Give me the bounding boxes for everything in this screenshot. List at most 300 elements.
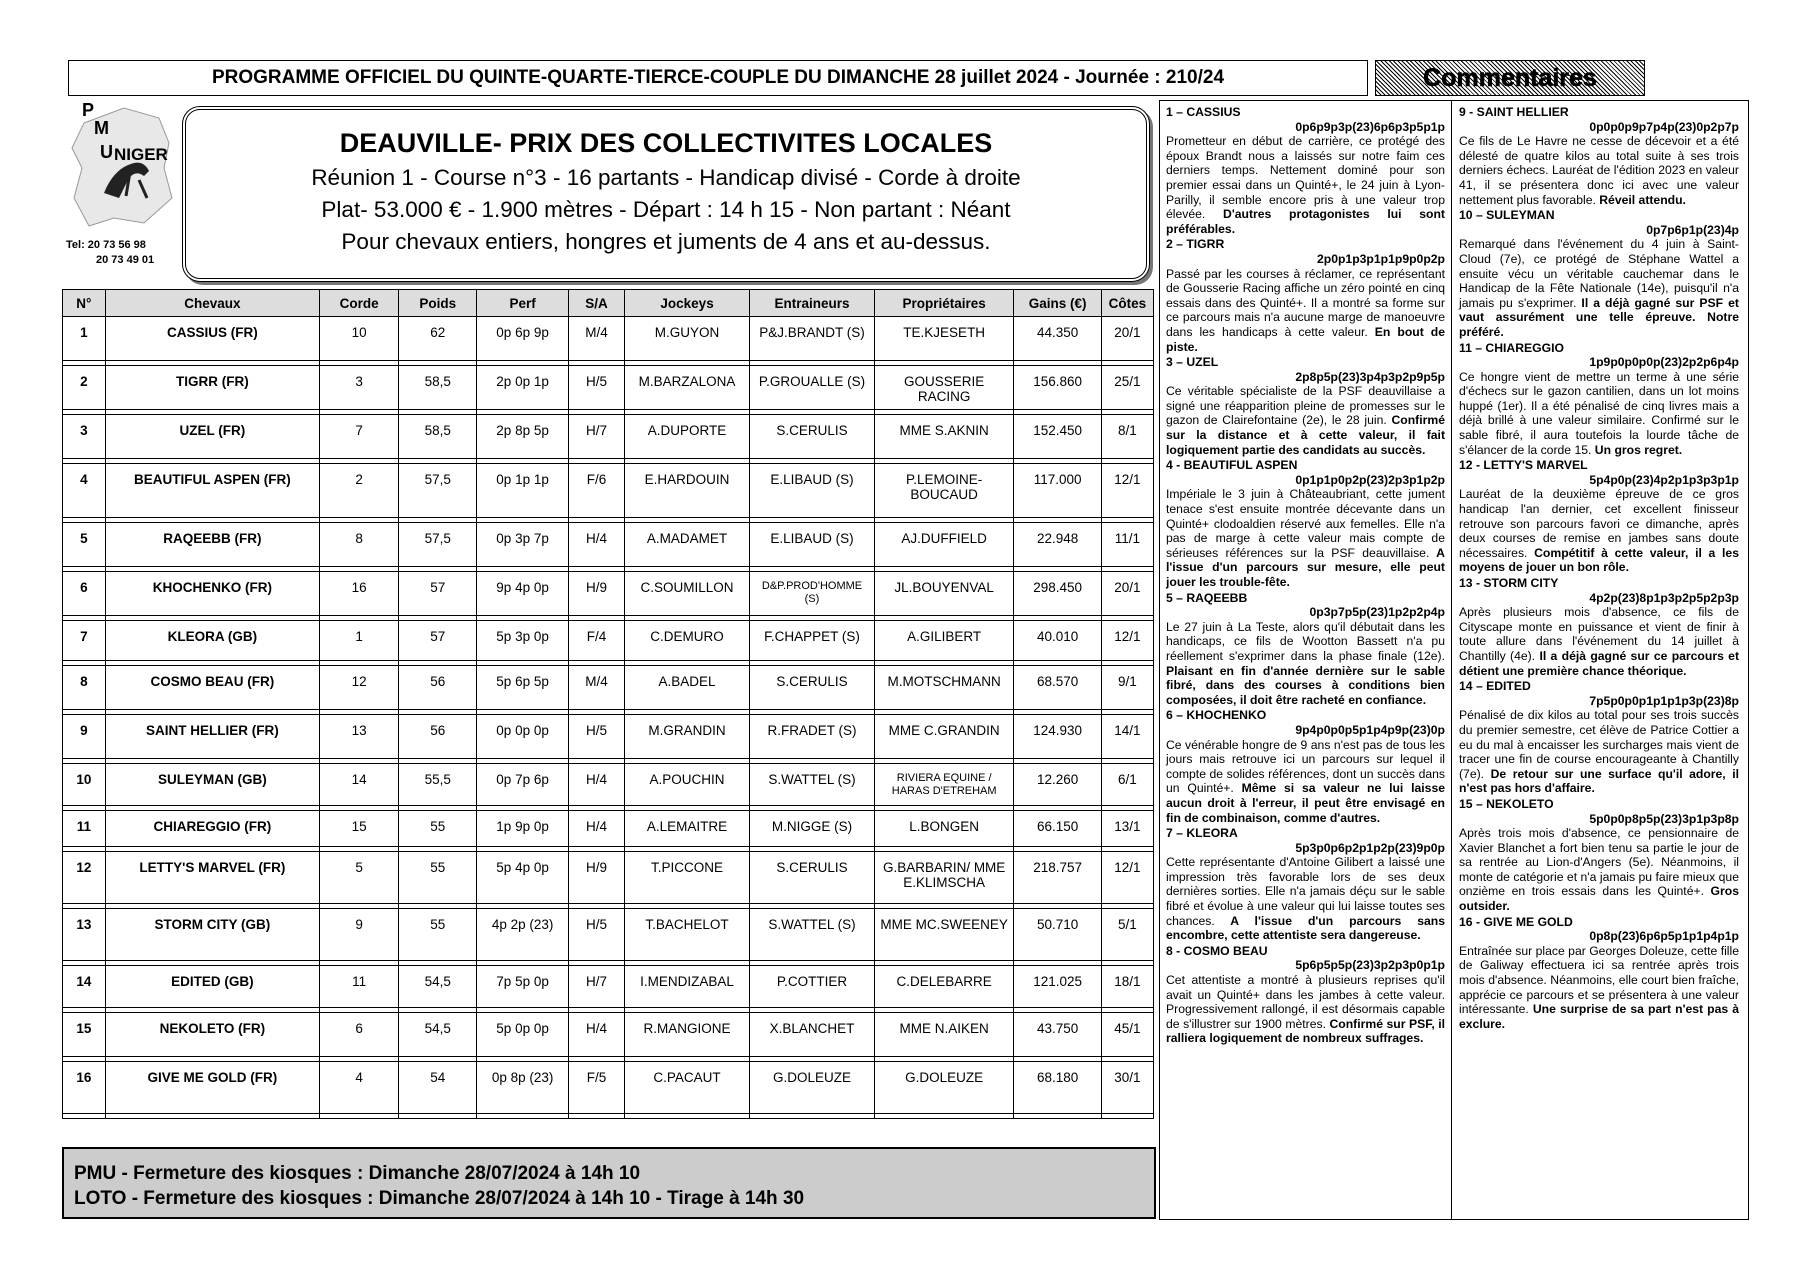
cell-horse: CHIAREGGIO (FR) [105, 811, 319, 847]
comment-item [1459, 208, 1739, 339]
cell-sa: H/7 [568, 415, 624, 459]
cell-sa: H/5 [568, 909, 624, 961]
comment-body: Remarqué dans l'événement du 4 juin à Saint-Cloud (7e), ce protégé de Stéphane Wattel a ensuite vécu un véritable cauchemar dans le Handicap de la Fête Nationale (14e), puisqu'il n'a jamais pu s'exprimer. [1459, 237, 1739, 310]
cell-cote: 13/1 [1101, 811, 1153, 847]
comment-item [1166, 237, 1445, 354]
cell-proprietaire: M.MOTSCHMANN [874, 666, 1013, 710]
cell-proprietaire: RIVIERA EQUINE / HARAS D'ETREHAM [874, 764, 1013, 806]
comment-body: Après trois mois d'absence, ce pensionnaire de Xavier Blanchet a fort bien tenu sa partie le jour de sa rentrée au Lion-d'Angers (5e). Néanmoins, il monte de catégorie et n'a jamais pu faire mieux que onzième en trois essais dans les Quinté+. [1459, 826, 1739, 899]
cell-horse: RAQEEBB (FR) [105, 523, 319, 567]
cell-gains: 218.757 [1014, 852, 1101, 904]
table-body [63, 317, 1154, 1119]
cell-sa: H/5 [568, 366, 624, 410]
cell-sa: H/4 [568, 764, 624, 806]
comment-body: Ce hongre vient de mettre un terme à une série d'échecs sur le gazon cantilien, dans un lot moins huppé (1er). Il a été pénalisé de cinq livres mais a déjà brillé à une valeur similaire. Confirmé sur le sable fibré, il aura toutefois la lourde tâche de s'élancer de la corde 15. [1459, 369, 1739, 457]
cell-perf: 1p 9p 0p [477, 811, 569, 847]
cell-cote: 12/1 [1101, 621, 1153, 661]
program-title: PROGRAMME OFFICIEL DU QUINTE-QUARTE-TIERCE-COUPLE DU DIMANCHE 28 juillet 2024 - Journée : 210/24 [68, 60, 1368, 96]
comment-item [1166, 105, 1445, 236]
cell-num: 7 [63, 621, 106, 661]
cell-corde: 11 [320, 966, 399, 1008]
cell-perf: 0p 3p 7p [477, 523, 569, 567]
comment-verdict: Confirmé sur la distance et à cette valeur, il fait logiquement partie des candidats au succès. [1166, 413, 1445, 457]
comment-form-string: 1p9p0p0p0p(23)2p2p6p4p [1589, 355, 1739, 370]
cell-gains: 12.260 [1014, 764, 1101, 806]
comment-item [1166, 826, 1445, 943]
cell-sa: H/9 [568, 852, 624, 904]
cell-gains: 68.180 [1014, 1062, 1101, 1114]
comment-horse-name: 12 - LETTY'S MARVEL [1459, 458, 1588, 473]
cell-gains: 117.000 [1014, 464, 1101, 518]
cell-jockey: A.MADAMET [625, 523, 750, 567]
cell-entraineur: E.LIBAUD (S) [750, 464, 875, 518]
comment-verdict: Même si sa valeur ne lui laisse aucun droit à l'erreur, il peut être envisagé en fin de combinaison, comme d'autres. [1166, 781, 1446, 825]
comment-verdict: Il a déjà gagné sur PSF et vaut assurément une telle épreuve. Notre préféré. [1459, 295, 1739, 339]
comment-verdict: Il a déjà gagné sur ce parcours et détient une première chance théorique. [1459, 648, 1739, 678]
cell-entraineur: P&J.BRANDT (S) [750, 317, 875, 361]
table-row [63, 811, 1154, 847]
table-row [63, 966, 1154, 1008]
cell-poids: 57,5 [399, 523, 477, 567]
cell-perf: 0p 1p 1p [477, 464, 569, 518]
cell-cote: 12/1 [1101, 852, 1153, 904]
cell-gains: 298.450 [1014, 572, 1101, 616]
race-title: DEAUVILLE- PRIX DES COLLECTIVITES LOCALES [339, 128, 993, 158]
race-line-3: Pour chevaux entiers, hongres et juments de 4 ans et au-dessus. [341, 229, 991, 254]
comment-body: Cette représentante d'Antoine Gilibert a laissé une impression très favorable lors de ses deux dernières sorties. Elle n'a jamais déçu sur le sable fibré et évolue à une valeur qui lui laisse toutes ses chances. [1166, 855, 1445, 928]
comment-form-string: 2p8p5p(23)3p4p3p2p9p5p [1295, 369, 1445, 384]
cell-num: 16 [63, 1062, 106, 1114]
logo-u: U [100, 142, 113, 162]
runners-table [62, 289, 1154, 1119]
footer-loto: LOTO - Fermeture des kiosques : Dimanche 28/07/2024 à 14h 10 - Tirage à 14h 30 [74, 1188, 805, 1209]
comment-horse-name: 13 - STORM CITY [1459, 576, 1559, 590]
comment-horse-name: 11 – CHIAREGGIO [1459, 340, 1564, 355]
comment-item [1166, 355, 1445, 457]
comment-text [1459, 944, 1739, 1032]
cell-horse: SULEYMAN (GB) [105, 764, 319, 806]
race-info-box [182, 106, 1150, 282]
comment-body: Ce véritable spécialiste de la PSF deauvillaise a signé une réapparition pleine de promesses sur le gazon de Clairefontaine (2e), le 28 juin. [1166, 384, 1445, 428]
cell-entraineur: P.COTTIER [750, 966, 875, 1008]
separator-cell [320, 1114, 399, 1119]
cell-poids: 55 [399, 852, 477, 904]
cell-horse: STORM CITY (GB) [105, 909, 319, 961]
cell-jockey: R.MANGIONE [625, 1013, 750, 1057]
comment-verdict: Gros outsider. [1459, 884, 1739, 914]
comment-verdict: D'autres protagonistes lui sont préférables. [1166, 207, 1445, 236]
comment-form-string: 5p4p0p(23)4p2p1p3p3p1p [1589, 472, 1739, 487]
comment-form-string: 5p6p5p5p(23)3p2p3p0p1p [1295, 958, 1445, 973]
cell-perf: 9p 4p 0p [477, 572, 569, 616]
cell-horse: LETTY'S MARVEL (FR) [105, 852, 319, 904]
separator-cell [1101, 1114, 1153, 1119]
cell-sa: F/4 [568, 621, 624, 661]
cell-sa: M/4 [568, 666, 624, 710]
comment-text [1166, 384, 1445, 457]
cell-jockey: C.SOUMILLON [625, 572, 750, 616]
comment-form-string: 0p0p0p9p7p4p(23)0p2p7p [1589, 119, 1739, 134]
cell-num: 4 [63, 464, 106, 518]
cell-num: 2 [63, 366, 106, 410]
cell-gains: 121.025 [1014, 966, 1101, 1008]
cell-corde: 6 [320, 1013, 399, 1057]
cell-entraineur: F.CHAPPET (S) [750, 621, 875, 661]
comment-text [1166, 738, 1445, 826]
cell-num: 5 [63, 523, 106, 567]
cell-corde: 13 [320, 715, 399, 759]
logo-m: M [94, 118, 109, 138]
cell-horse: COSMO BEAU (FR) [105, 666, 319, 710]
cell-num: 11 [63, 811, 106, 847]
cell-poids: 56 [399, 715, 477, 759]
comment-form-string: 9p4p0p0p5p1p4p9p(23)0p [1295, 722, 1445, 737]
cell-sa: H/7 [568, 966, 624, 1008]
comment-body: Ce fils de Le Havre ne cesse de décevoir et a été délesté de quatre kilos au total suite à ses trois derniers échecs. Lauréat de l'édition 2023 en valeur 41, il se présentera donc ici avec une valeur nettement plus favorable. [1459, 134, 1739, 207]
cell-proprietaire: G.DOLEUZE [874, 1062, 1013, 1114]
cell-perf: 5p 4p 0p [477, 852, 569, 904]
comment-body: Pénalisé de dix kilos au total pour ses trois succès du premier semestre, cet élève de Patrice Cottier a eu du mal à encaisser les surcharges mais vient de tracer une fin de course encourageante à Chantilly (7e). [1459, 708, 1739, 781]
cell-proprietaire: GOUSSERIE RACING [874, 366, 1013, 410]
table-header-row [63, 290, 1154, 317]
cell-jockey: A.LEMAITRE [625, 811, 750, 847]
cell-poids: 58,5 [399, 366, 477, 410]
separator-cell [1014, 1114, 1101, 1119]
footer-pmu: PMU - Fermeture des kiosques : Dimanche 28/07/2024 à 14h 10 [74, 1163, 641, 1184]
comment-text [1459, 708, 1739, 796]
cell-proprietaire: MME N.AIKEN [874, 1013, 1013, 1057]
cell-entraineur: X.BLANCHET [750, 1013, 875, 1057]
cell-num: 8 [63, 666, 106, 710]
cell-num: 13 [63, 909, 106, 961]
cell-perf: 4p 2p (23) [477, 909, 569, 961]
cell-proprietaire: C.DELEBARRE [874, 966, 1013, 1008]
cell-sa: F/5 [568, 1062, 624, 1114]
cell-sa: F/6 [568, 464, 624, 518]
comment-body: Impériale le 3 juin à Châteaubriant, cette jument tenace s'est ensuite montrée décevante dans un Quinté+ clodoaldien réservé aux femelles. Elle n'a pas de marge à cette valeur mais compte de sérieuses références sur la PSF deauvillaise. [1166, 487, 1445, 560]
comment-verdict: Un gros regret. [1591, 442, 1683, 457]
comment-text [1459, 826, 1739, 914]
cell-horse: SAINT HELLIER (FR) [105, 715, 319, 759]
cell-poids: 58,5 [399, 415, 477, 459]
cell-poids: 55,5 [399, 764, 477, 806]
cell-jockey: C.DEMURO [625, 621, 750, 661]
col-header-num: N° [63, 290, 106, 317]
logo-niger: NIGER [114, 145, 168, 164]
comment-form-string: 0p8p(23)6p6p5p1p1p4p1p [1589, 929, 1739, 944]
comment-body: Lauréat de la deuxième épreuve de ce gros handicap l'an dernier, cet excellent finisseur retrouve son parcours favori ce dimanche, après deux courses de remise en jambes sans doute nécessaires. [1459, 487, 1739, 560]
comment-verdict: Compétitif à cette valeur, il a les moyens de jouer un bon rôle. [1459, 545, 1739, 575]
cell-perf: 0p 0p 0p [477, 715, 569, 759]
cell-jockey: T.PICCONE [625, 852, 750, 904]
cell-num: 3 [63, 415, 106, 459]
comment-form-string: 0p6p9p3p(23)6p6p3p5p1p [1295, 119, 1445, 134]
comment-text [1166, 267, 1445, 355]
comments-column-2 [1453, 101, 1745, 1219]
col-header-perf: Perf [477, 290, 569, 317]
comment-body: Cet attentiste a montré à plusieurs reprises qu'il avait un Quinté+ dans les jambes à cette valeur. Progressivement rallongé, il est désormais capable de s'illustrer sur 1900 mètres. [1166, 973, 1445, 1031]
col-header-sa: S/A [568, 290, 624, 317]
cell-sa: H/4 [568, 811, 624, 847]
cell-entraineur: S.WATTEL (S) [750, 764, 875, 806]
cell-sa: M/4 [568, 317, 624, 361]
col-header-entraineurs: Entraineurs [750, 290, 875, 317]
cell-gains: 152.450 [1014, 415, 1101, 459]
separator-cell [477, 1114, 569, 1119]
cell-sa: H/9 [568, 572, 624, 616]
cell-entraineur: S.CERULIS [750, 852, 875, 904]
comment-verdict: A l'issue d'un parcours sur mesure, elle peut jouer les trouble-fête. [1166, 545, 1445, 589]
comment-verdict: Confirmé sur PSF, il ralliera logiquement de nombreux suffrages. [1166, 1016, 1445, 1046]
cell-proprietaire: AJ.DUFFIELD [874, 523, 1013, 567]
cell-jockey: E.HARDOUIN [625, 464, 750, 518]
cell-poids: 54,5 [399, 966, 477, 1008]
cell-entraineur: R.FRADET (S) [750, 715, 875, 759]
col-header-chevaux: Chevaux [105, 290, 319, 317]
comment-item [1459, 679, 1739, 796]
comment-horse-name: 14 – EDITED [1459, 679, 1531, 694]
closing-times-footer [62, 1147, 1156, 1219]
cell-gains: 22.948 [1014, 523, 1101, 567]
separator-cell [105, 1114, 319, 1119]
cell-gains: 156.860 [1014, 366, 1101, 410]
cell-corde: 7 [320, 415, 399, 459]
comment-text [1166, 487, 1445, 589]
cell-cote: 18/1 [1101, 966, 1153, 1008]
cell-cote: 8/1 [1101, 415, 1153, 459]
cell-cote: 20/1 [1101, 572, 1153, 616]
cell-horse: BEAUTIFUL ASPEN (FR) [105, 464, 319, 518]
cell-cote: 11/1 [1101, 523, 1153, 567]
cell-proprietaire: L.BONGEN [874, 811, 1013, 847]
table-row [63, 415, 1154, 459]
comment-body: Entraînée sur place par Georges Doleuze, cette fille de Galiway effectuera ici sa rentrée après trois mois d'absence. Néanmoins, elle court bien fraîche, apprécie ce parcours et se présentera à une valeur intéressante. [1459, 943, 1739, 1017]
cell-horse: NEKOLETO (FR) [105, 1013, 319, 1057]
cell-gains: 44.350 [1014, 317, 1101, 361]
cell-perf: 0p 8p (23) [477, 1062, 569, 1114]
pmu-niger-logo [64, 98, 176, 238]
cell-proprietaire: MME S.AKNIN [874, 415, 1013, 459]
cell-sa: H/4 [568, 1013, 624, 1057]
comment-item [1166, 944, 1445, 1046]
comment-horse-name: 7 – KLEORA [1166, 826, 1238, 841]
cell-jockey: M.GRANDIN [625, 715, 750, 759]
cell-entraineur: S.CERULIS [750, 415, 875, 459]
logo-p: P [82, 100, 95, 120]
cell-proprietaire: G.BARBARIN/ MME E.KLIMSCHA [874, 852, 1013, 904]
comment-horse-name: 4 - BEAUTIFUL ASPEN [1166, 458, 1298, 473]
tel-line-1: Tel: 20 73 56 98 [66, 239, 146, 251]
race-line-1: Réunion 1 - Course n°3 - 16 partants - Handicap divisé - Corde à droite [311, 165, 1021, 190]
telephone-block [66, 238, 176, 268]
separator-cell [63, 1114, 106, 1119]
table-row [63, 1062, 1154, 1114]
comment-form-string: 0p3p7p5p(23)1p2p2p4p [1309, 605, 1445, 620]
cell-entraineur: M.NIGGE (S) [750, 811, 875, 847]
comment-horse-name: 8 - COSMO BEAU [1166, 943, 1268, 958]
comment-form-string: 4p2p(23)8p1p3p2p5p2p3p [1589, 590, 1739, 605]
comment-text [1166, 855, 1445, 943]
comment-form-string: 7p5p0p0p1p1p1p3p(23)8p [1589, 693, 1739, 708]
comments-header-label: Commentaires [1423, 63, 1597, 92]
comment-form-string: 5p3p0p6p2p1p2p(23)9p0p [1295, 840, 1445, 855]
cell-horse: KLEORA (GB) [105, 621, 319, 661]
col-header-poids: Poids [399, 290, 477, 317]
cell-entraineur: G.DOLEUZE [750, 1062, 875, 1114]
comment-item [1166, 591, 1445, 708]
cell-num: 1 [63, 317, 106, 361]
cell-corde: 2 [320, 464, 399, 518]
cell-entraineur: D&P.PROD'HOMME (S) [750, 572, 875, 616]
comment-form-string: 5p0p0p8p5p(23)3p1p3p8p [1589, 811, 1739, 826]
cell-perf: 5p 6p 5p [477, 666, 569, 710]
table-row [63, 464, 1154, 518]
comment-item [1459, 915, 1739, 1032]
cell-cote: 20/1 [1101, 317, 1153, 361]
cell-poids: 57 [399, 572, 477, 616]
cell-horse: EDITED (GB) [105, 966, 319, 1008]
tel-line-2: 20 73 49 01 [96, 254, 155, 266]
comments-column-1 [1160, 101, 1452, 1219]
row-separator [63, 1114, 1154, 1119]
comment-verdict: Réveil attendu. [1595, 192, 1686, 207]
comment-text [1459, 370, 1739, 458]
cell-gains: 43.750 [1014, 1013, 1101, 1057]
comment-text [1459, 487, 1739, 575]
cell-cote: 14/1 [1101, 715, 1153, 759]
comment-form-string: 0p7p6p1p(23)4p [1646, 222, 1739, 237]
cell-jockey: A.DUPORTE [625, 415, 750, 459]
cell-corde: 8 [320, 523, 399, 567]
comment-text [1166, 973, 1445, 1046]
cell-entraineur: S.WATTEL (S) [750, 909, 875, 961]
cell-cote: 12/1 [1101, 464, 1153, 518]
cell-corde: 9 [320, 909, 399, 961]
separator-cell [874, 1114, 1013, 1119]
cell-perf: 2p 8p 5p [477, 415, 569, 459]
cell-proprietaire: TE.KJESETH [874, 317, 1013, 361]
cell-num: 6 [63, 572, 106, 616]
cell-perf: 0p 6p 9p [477, 317, 569, 361]
cell-jockey: A.BADEL [625, 666, 750, 710]
cell-corde: 15 [320, 811, 399, 847]
cell-jockey: M.GUYON [625, 317, 750, 361]
cell-cote: 30/1 [1101, 1062, 1153, 1114]
cell-poids: 57,5 [399, 464, 477, 518]
comment-body: Passé par les courses à réclamer, ce représentant de Gousserie Racing affiche un zéro pointé en cinq essais dans des Quinté+. Il a montré sa forme sur ce parcours mais n'a aucune marge de manoeuvre dans les handicaps à cette valeur. [1166, 266, 1445, 339]
separator-cell [625, 1114, 750, 1119]
table-row [63, 523, 1154, 567]
cell-num: 12 [63, 852, 106, 904]
cell-jockey: T.BACHELOT [625, 909, 750, 961]
separator-cell [750, 1114, 875, 1119]
cell-poids: 54 [399, 1062, 477, 1114]
comment-verdict: Plaisant en fin d'année dernière sur le sable fibré, dans des courses à conditions bien composées, il doit être racheté en confiance. [1166, 663, 1445, 707]
cell-cote: 25/1 [1101, 366, 1153, 410]
cell-entraineur: S.CERULIS [750, 666, 875, 710]
cell-corde: 14 [320, 764, 399, 806]
comment-body: Ce vénérable hongre de 9 ans n'est pas de tous les jours mais retrouve ici un parcours sur lequel il compte de solides références, dont un succès dans un Quinté+. [1166, 737, 1445, 796]
comment-text [1459, 237, 1739, 339]
comment-body: Le 27 juin à La Teste, alors qu'il débutait dans les handicaps, ce fils de Wootton Bassett n'a pu réellement s'exprimer dans la phase finale (12e). [1166, 619, 1445, 663]
comment-item [1459, 341, 1739, 458]
cell-gains: 40.010 [1014, 621, 1101, 661]
comment-item [1166, 708, 1445, 825]
table-row [63, 764, 1154, 806]
cell-corde: 5 [320, 852, 399, 904]
cell-perf: 0p 7p 6p [477, 764, 569, 806]
table-row [63, 317, 1154, 361]
cell-corde: 3 [320, 366, 399, 410]
cell-horse: GIVE ME GOLD (FR) [105, 1062, 319, 1114]
cell-cote: 9/1 [1101, 666, 1153, 710]
cell-perf: 2p 0p 1p [477, 366, 569, 410]
cell-cote: 6/1 [1101, 764, 1153, 806]
cell-proprietaire: MME MC.SWEENEY [874, 909, 1013, 961]
cell-gains: 66.150 [1014, 811, 1101, 847]
race-line-2: Plat- 53.000 € - 1.900 mètres - Départ : 14 h 15 - Non partant : Néant [321, 197, 1011, 222]
comments-panel [1159, 100, 1749, 1220]
cell-num: 10 [63, 764, 106, 806]
cell-poids: 56 [399, 666, 477, 710]
cell-corde: 12 [320, 666, 399, 710]
comment-horse-name: 2 – TIGRR [1166, 237, 1225, 252]
col-header-proprietaires: Propriétaires [874, 290, 1013, 317]
cell-horse: KHOCHENKO (FR) [105, 572, 319, 616]
comment-item [1459, 458, 1739, 575]
comments-header [1375, 60, 1645, 96]
cell-poids: 57 [399, 621, 477, 661]
cell-corde: 10 [320, 317, 399, 361]
cell-jockey: I.MENDIZABAL [625, 966, 750, 1008]
cell-corde: 1 [320, 621, 399, 661]
table-row [63, 366, 1154, 410]
cell-sa: H/4 [568, 523, 624, 567]
comment-text [1459, 134, 1739, 207]
cell-corde: 4 [320, 1062, 399, 1114]
comment-form-string: 0p1p1p0p2p(23)2p3p1p2p [1295, 472, 1445, 487]
comment-text [1459, 605, 1739, 678]
niger-map-horse-icon [64, 98, 176, 238]
cell-horse: CASSIUS (FR) [105, 317, 319, 361]
cell-num: 15 [63, 1013, 106, 1057]
cell-horse: UZEL (FR) [105, 415, 319, 459]
comment-horse-name: 15 – NEKOLETO [1459, 796, 1554, 811]
cell-proprietaire: MME C.GRANDIN [874, 715, 1013, 759]
comment-text [1166, 134, 1445, 236]
cell-gains: 50.710 [1014, 909, 1101, 961]
comment-body: Prometteur en début de carrière, ce protégé des époux Brandt nous a laissés sur notre faim ces derniers temps. Nettement dominé pour son premier essai dans un Quinté+, le 24 juin à Lyon-Parilly, il semble encore pris à une valeur trop élevée. [1166, 134, 1445, 222]
col-header-corde: Corde [320, 290, 399, 317]
col-header-jockeys: Jockeys [625, 290, 750, 317]
cell-sa: H/5 [568, 715, 624, 759]
separator-cell [568, 1114, 624, 1119]
table-row [63, 666, 1154, 710]
table-row [63, 621, 1154, 661]
cell-perf: 5p 3p 0p [477, 621, 569, 661]
cell-entraineur: P.GROUALLE (S) [750, 366, 875, 410]
table-row [63, 852, 1154, 904]
table-row [63, 909, 1154, 961]
comment-item [1459, 576, 1739, 678]
comment-verdict: A l'issue d'un parcours sans encombre, cette attentiste sera dangereuse. [1166, 913, 1445, 943]
col-header-cotes: Côtes [1101, 290, 1153, 317]
cell-num: 9 [63, 715, 106, 759]
table-row [63, 715, 1154, 759]
comment-horse-name: 10 – SULEYMAN [1459, 208, 1555, 223]
cell-poids: 55 [399, 811, 477, 847]
comment-horse-name: 1 – CASSIUS [1166, 105, 1241, 119]
